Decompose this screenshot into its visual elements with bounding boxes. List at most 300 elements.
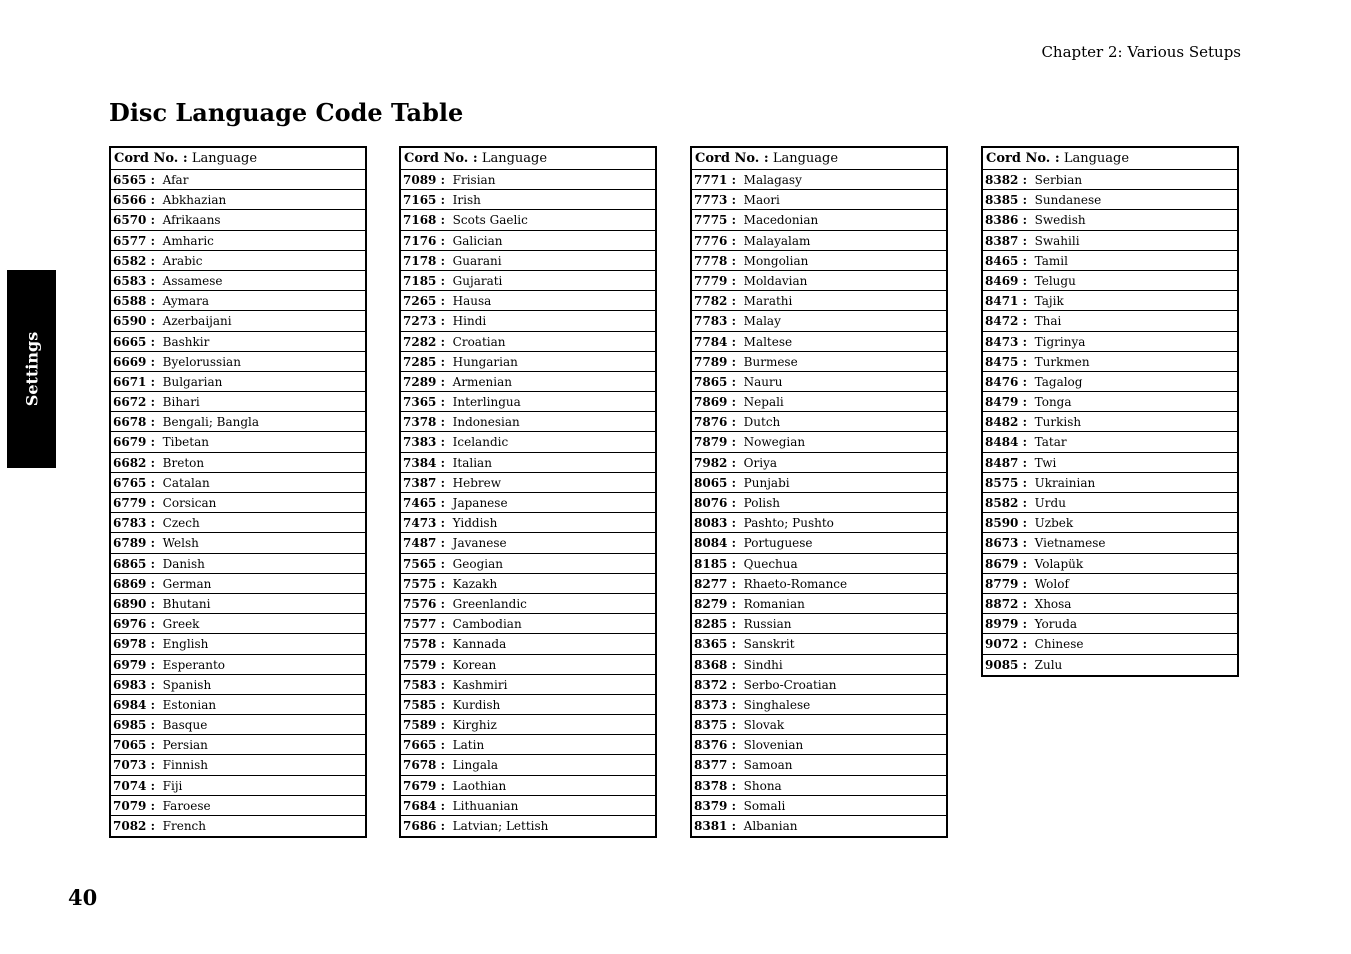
language-name: Faroese — [162, 798, 211, 813]
language-code: 8377 : — [694, 758, 737, 773]
table-row — [111, 311, 365, 331]
language-code: 8582 : — [985, 496, 1028, 510]
language-code: 8076 : — [694, 496, 737, 510]
table-row — [111, 352, 365, 372]
table-row — [983, 554, 1237, 574]
table-row — [983, 574, 1237, 594]
language-table-1 — [109, 146, 367, 838]
language-code: 6588 : — [113, 294, 156, 309]
language-code: 6565 : — [113, 173, 156, 187]
header-code-label: Cord No. : — [114, 151, 188, 166]
table-row — [983, 473, 1237, 493]
language-name: Romanian — [743, 596, 805, 611]
table-row — [111, 715, 365, 735]
table-row — [983, 453, 1237, 473]
language-name: Tibetan — [162, 435, 209, 450]
table-row — [111, 473, 365, 493]
language-code: 7387 : — [403, 475, 446, 490]
language-name: Finnish — [162, 758, 209, 773]
table-row — [692, 352, 946, 372]
language-code: 8465 : — [985, 253, 1028, 268]
language-code: 8590 : — [985, 516, 1028, 531]
language-code: 7779 : — [694, 273, 737, 288]
table-row — [401, 453, 655, 473]
language-code: 6985 : — [113, 718, 156, 733]
language-name: Moldavian — [743, 273, 808, 288]
language-name: Bulgarian — [162, 374, 223, 389]
table-row — [692, 655, 946, 675]
language-code: 8679 : — [985, 556, 1028, 571]
language-code: 7165 : — [403, 193, 446, 208]
language-name: Indonesian — [452, 415, 520, 430]
table-row — [692, 614, 946, 634]
language-name: Interlingua — [452, 395, 521, 410]
table-row — [692, 332, 946, 352]
language-code: 8277 : — [694, 576, 737, 591]
table-row — [111, 291, 365, 311]
table-row — [692, 533, 946, 553]
language-name: Swahili — [1034, 233, 1080, 248]
language-name: Tigrinya — [1034, 334, 1086, 349]
language-name: Breton — [162, 455, 205, 470]
table-row — [111, 735, 365, 755]
language-name: Aymara — [162, 294, 210, 309]
language-name: Azerbaijani — [162, 314, 232, 329]
language-code: 7775 : — [694, 213, 737, 228]
table-row — [111, 695, 365, 715]
language-name: Corsican — [162, 496, 217, 510]
language-name: Lithuanian — [452, 798, 519, 813]
language-code: 8285 : — [694, 617, 737, 632]
language-code: 8376 : — [694, 738, 737, 753]
language-code: 8185 : — [694, 556, 737, 571]
language-code: 7869 : — [694, 395, 737, 410]
language-code: 6869 : — [113, 576, 156, 591]
table-row — [692, 796, 946, 816]
language-code: 7265 : — [403, 294, 446, 309]
language-code: 7684 : — [403, 798, 446, 813]
language-name: Vietnamese — [1034, 536, 1106, 551]
language-code: 7576 : — [403, 596, 446, 611]
table-row — [401, 291, 655, 311]
language-code: 7783 : — [694, 314, 737, 329]
language-code: 8385 : — [985, 193, 1028, 208]
language-code: 6979 : — [113, 657, 156, 672]
table-row — [401, 392, 655, 412]
language-name: Swedish — [1034, 213, 1086, 228]
language-name: Kazakh — [452, 576, 498, 591]
language-code: 7665 : — [403, 738, 446, 753]
language-name: Scots Gaelic — [452, 213, 528, 228]
table-row — [111, 210, 365, 230]
table-header — [111, 148, 365, 170]
table-row — [401, 271, 655, 291]
language-name: Yiddish — [452, 516, 498, 531]
table-row — [983, 392, 1237, 412]
language-code: 7176 : — [403, 233, 446, 248]
language-code: 8472 : — [985, 314, 1028, 329]
language-code: 7585 : — [403, 697, 446, 712]
language-code: 8373 : — [694, 697, 737, 712]
language-name: Punjabi — [743, 475, 790, 490]
table-row — [983, 412, 1237, 432]
chapter-header: Chapter 2: Various Setups — [1041, 43, 1241, 61]
language-code: 7782 : — [694, 294, 737, 309]
table-row — [401, 170, 655, 190]
table-row — [111, 513, 365, 533]
side-tab-label: Settings — [22, 331, 41, 407]
language-code: 7089 : — [403, 173, 446, 187]
language-name: Burmese — [743, 354, 798, 369]
table-row — [401, 554, 655, 574]
language-code: 6566 : — [113, 193, 156, 208]
table-row — [692, 190, 946, 210]
language-code: 7282 : — [403, 334, 446, 349]
language-code: 7575 : — [403, 576, 446, 591]
language-name: Afrikaans — [162, 213, 221, 228]
language-code: 8379 : — [694, 798, 737, 813]
language-code: 8368 : — [694, 657, 737, 672]
language-code: 7365 : — [403, 395, 446, 410]
language-name: Kirghiz — [452, 718, 497, 733]
table-row — [401, 210, 655, 230]
language-code: 6672 : — [113, 395, 156, 410]
table-row — [111, 554, 365, 574]
table-row — [692, 554, 946, 574]
table-row — [401, 332, 655, 352]
table-row — [401, 574, 655, 594]
language-name: Samoan — [743, 758, 793, 773]
language-code: 6665 : — [113, 334, 156, 349]
table-row — [401, 816, 655, 836]
language-name: Greenlandic — [452, 596, 527, 611]
language-table-2 — [399, 146, 657, 838]
language-code: 6983 : — [113, 677, 156, 692]
table-row — [111, 332, 365, 352]
language-code: 6976 : — [113, 617, 156, 632]
language-name: Dutch — [743, 415, 781, 430]
language-name: Nowegian — [743, 435, 806, 450]
language-name: Javanese — [452, 536, 507, 551]
header-code-label: Cord No. : — [986, 151, 1060, 166]
language-name: Latin — [452, 738, 485, 753]
table-row — [401, 311, 655, 331]
table-row — [111, 372, 365, 392]
language-table-3 — [690, 146, 948, 838]
language-code: 7378 : — [403, 415, 446, 430]
table-row — [692, 251, 946, 271]
language-name: Laothian — [452, 778, 507, 793]
language-name: Maori — [743, 193, 780, 208]
language-code: 8382 : — [985, 173, 1028, 187]
language-name: Malagasy — [743, 173, 802, 187]
table-row — [692, 473, 946, 493]
table-row — [111, 634, 365, 654]
language-code: 8979 : — [985, 617, 1028, 632]
language-name: Zulu — [1034, 657, 1063, 672]
header-language-label: Language — [191, 151, 258, 166]
language-code: 8479 : — [985, 395, 1028, 410]
table-row — [983, 634, 1237, 654]
table-header — [983, 148, 1237, 170]
language-code: 7079 : — [113, 798, 156, 813]
language-name: Irish — [452, 193, 481, 208]
table-row — [983, 655, 1237, 675]
language-name: Albanian — [743, 819, 798, 833]
language-name: Welsh — [162, 536, 199, 551]
language-name: Gujarati — [452, 273, 503, 288]
language-code: 8065 : — [694, 475, 737, 490]
language-code: 7679 : — [403, 778, 446, 793]
table-row — [983, 210, 1237, 230]
language-name: Nepali — [743, 395, 784, 410]
language-code: 7487 : — [403, 536, 446, 551]
language-name: Arabic — [162, 253, 203, 268]
table-row — [983, 432, 1237, 452]
language-name: Hebrew — [452, 475, 502, 490]
language-code: 8471 : — [985, 294, 1028, 309]
table-row — [692, 776, 946, 796]
language-name: Xhosa — [1034, 596, 1072, 611]
language-name: Slovak — [743, 718, 785, 733]
language-code: 9085 : — [985, 657, 1028, 672]
table-row — [111, 533, 365, 553]
language-name: Maltese — [743, 334, 793, 349]
language-code: 6678 : — [113, 415, 156, 430]
language-name: Russian — [743, 617, 792, 632]
language-name: Afar — [162, 173, 189, 187]
language-code: 6582 : — [113, 253, 156, 268]
language-code: 7473 : — [403, 516, 446, 531]
language-name: Somali — [743, 798, 786, 813]
language-code: 6570 : — [113, 213, 156, 228]
language-code: 8473 : — [985, 334, 1028, 349]
language-code: 7982 : — [694, 455, 737, 470]
language-code: 7065 : — [113, 738, 156, 753]
table-row — [111, 776, 365, 796]
table-row — [692, 493, 946, 513]
language-code: 6865 : — [113, 556, 156, 571]
table-row — [692, 735, 946, 755]
table-row — [692, 695, 946, 715]
language-code: 6669 : — [113, 354, 156, 369]
language-name: Assamese — [162, 273, 223, 288]
table-row — [111, 755, 365, 775]
table-row — [401, 412, 655, 432]
table-row — [111, 655, 365, 675]
language-code: 8084 : — [694, 536, 737, 551]
table-row — [401, 513, 655, 533]
table-row — [111, 190, 365, 210]
language-name: Estonian — [162, 697, 217, 712]
language-name: German — [162, 576, 212, 591]
language-code: 9072 : — [985, 637, 1028, 652]
language-name: Galician — [452, 233, 503, 248]
language-code: 8484 : — [985, 435, 1028, 450]
table-row — [692, 816, 946, 836]
language-name: Malay — [743, 314, 781, 329]
table-row — [692, 271, 946, 291]
language-name: Tagalog — [1034, 374, 1083, 389]
language-code: 6682 : — [113, 455, 156, 470]
language-name: Icelandic — [452, 435, 509, 450]
table-row — [401, 675, 655, 695]
table-row — [692, 755, 946, 775]
side-tab-settings — [7, 270, 56, 468]
language-name: Thai — [1034, 314, 1062, 329]
table-row — [111, 614, 365, 634]
language-code: 7773 : — [694, 193, 737, 208]
table-row — [111, 796, 365, 816]
table-row — [983, 493, 1237, 513]
language-code: 8487 : — [985, 455, 1028, 470]
language-code: 7465 : — [403, 496, 446, 510]
language-name: Danish — [162, 556, 205, 571]
header-language-label: Language — [481, 151, 548, 166]
language-code: 7578 : — [403, 637, 446, 652]
language-name: Chinese — [1034, 637, 1084, 652]
table-row — [692, 311, 946, 331]
language-name: Lingala — [452, 758, 499, 773]
table-row — [401, 432, 655, 452]
language-code: 8673 : — [985, 536, 1028, 551]
language-code: 8475 : — [985, 354, 1028, 369]
language-code: 7178 : — [403, 253, 446, 268]
language-code: 6890 : — [113, 596, 156, 611]
language-code: 7273 : — [403, 314, 446, 329]
language-name: Turkish — [1034, 415, 1082, 430]
language-name: Serbian — [1034, 173, 1083, 187]
header-language-label: Language — [772, 151, 839, 166]
language-name: Nauru — [743, 374, 783, 389]
language-code: 7784 : — [694, 334, 737, 349]
table-row — [401, 695, 655, 715]
language-code: 8386 : — [985, 213, 1028, 228]
language-code: 6583 : — [113, 273, 156, 288]
table-row — [111, 816, 365, 836]
language-name: Malayalam — [743, 233, 811, 248]
table-row — [111, 231, 365, 251]
table-row — [111, 412, 365, 432]
language-code: 6984 : — [113, 697, 156, 712]
table-row — [692, 432, 946, 452]
language-name: Sindhi — [743, 657, 783, 672]
header-code-label: Cord No. : — [695, 151, 769, 166]
language-name: Guarani — [452, 253, 502, 268]
language-name: Uzbek — [1034, 516, 1074, 531]
language-code: 6783 : — [113, 516, 156, 531]
table-row — [401, 190, 655, 210]
table-row — [692, 291, 946, 311]
table-row — [692, 210, 946, 230]
language-code: 7678 : — [403, 758, 446, 773]
table-row — [111, 493, 365, 513]
language-name: Basque — [162, 718, 208, 733]
table-row — [111, 594, 365, 614]
language-name: Persian — [162, 738, 208, 753]
language-code: 7383 : — [403, 435, 446, 450]
language-name: Fiji — [162, 778, 183, 793]
language-name: Oriya — [743, 455, 778, 470]
language-name: Rhaeto-Romance — [743, 576, 848, 591]
language-name: Twi — [1034, 455, 1057, 470]
table-row — [983, 372, 1237, 392]
table-row — [111, 432, 365, 452]
table-row — [401, 776, 655, 796]
language-name: Bihari — [162, 395, 200, 410]
language-name: Singhalese — [743, 697, 811, 712]
language-code: 7577 : — [403, 617, 446, 632]
table-row — [111, 574, 365, 594]
language-code: 8575 : — [985, 475, 1028, 490]
table-row — [401, 614, 655, 634]
table-row — [401, 735, 655, 755]
table-row — [692, 715, 946, 735]
table-row — [401, 796, 655, 816]
table-row — [401, 231, 655, 251]
language-code: 7778 : — [694, 253, 737, 268]
table-row — [983, 190, 1237, 210]
language-name: Tajik — [1034, 294, 1064, 309]
language-name: Sanskrit — [743, 637, 795, 652]
language-table-4 — [981, 146, 1239, 677]
table-row — [401, 372, 655, 392]
table-row — [692, 372, 946, 392]
language-code: 8381 : — [694, 819, 737, 833]
table-row — [111, 392, 365, 412]
language-name: Urdu — [1034, 496, 1066, 510]
language-name: Kurdish — [452, 697, 501, 712]
language-name: Tatar — [1034, 435, 1067, 450]
language-code: 7583 : — [403, 677, 446, 692]
table-row — [983, 513, 1237, 533]
language-code: 7789 : — [694, 354, 737, 369]
table-row — [401, 251, 655, 271]
language-code: 7074 : — [113, 778, 156, 793]
table-row — [111, 675, 365, 695]
language-code: 7073 : — [113, 758, 156, 773]
language-name: English — [162, 637, 209, 652]
language-code: 6765 : — [113, 475, 156, 490]
table-row — [111, 251, 365, 271]
page-number: 40 — [68, 885, 98, 910]
language-code: 7384 : — [403, 455, 446, 470]
language-name: Serbo-Croatian — [743, 677, 837, 692]
language-code: 6671 : — [113, 374, 156, 389]
table-row — [983, 311, 1237, 331]
language-name: Tonga — [1034, 395, 1072, 410]
language-name: Greek — [162, 617, 200, 632]
table-header — [692, 148, 946, 170]
language-name: Abkhazian — [162, 193, 227, 208]
language-code: 7776 : — [694, 233, 737, 248]
language-code: 7771 : — [694, 173, 737, 187]
language-name: Czech — [162, 516, 200, 531]
table-row — [692, 231, 946, 251]
language-code: 7285 : — [403, 354, 446, 369]
language-code: 6590 : — [113, 314, 156, 329]
table-row — [401, 473, 655, 493]
table-row — [692, 594, 946, 614]
language-name: Wolof — [1034, 576, 1069, 591]
language-name: Quechua — [743, 556, 798, 571]
language-code: 7879 : — [694, 435, 737, 450]
table-row — [111, 453, 365, 473]
language-name: Italian — [452, 455, 492, 470]
language-code: 6779 : — [113, 496, 156, 510]
language-name: Pashto; Pushto — [743, 516, 834, 531]
language-name: Slovenian — [743, 738, 804, 753]
